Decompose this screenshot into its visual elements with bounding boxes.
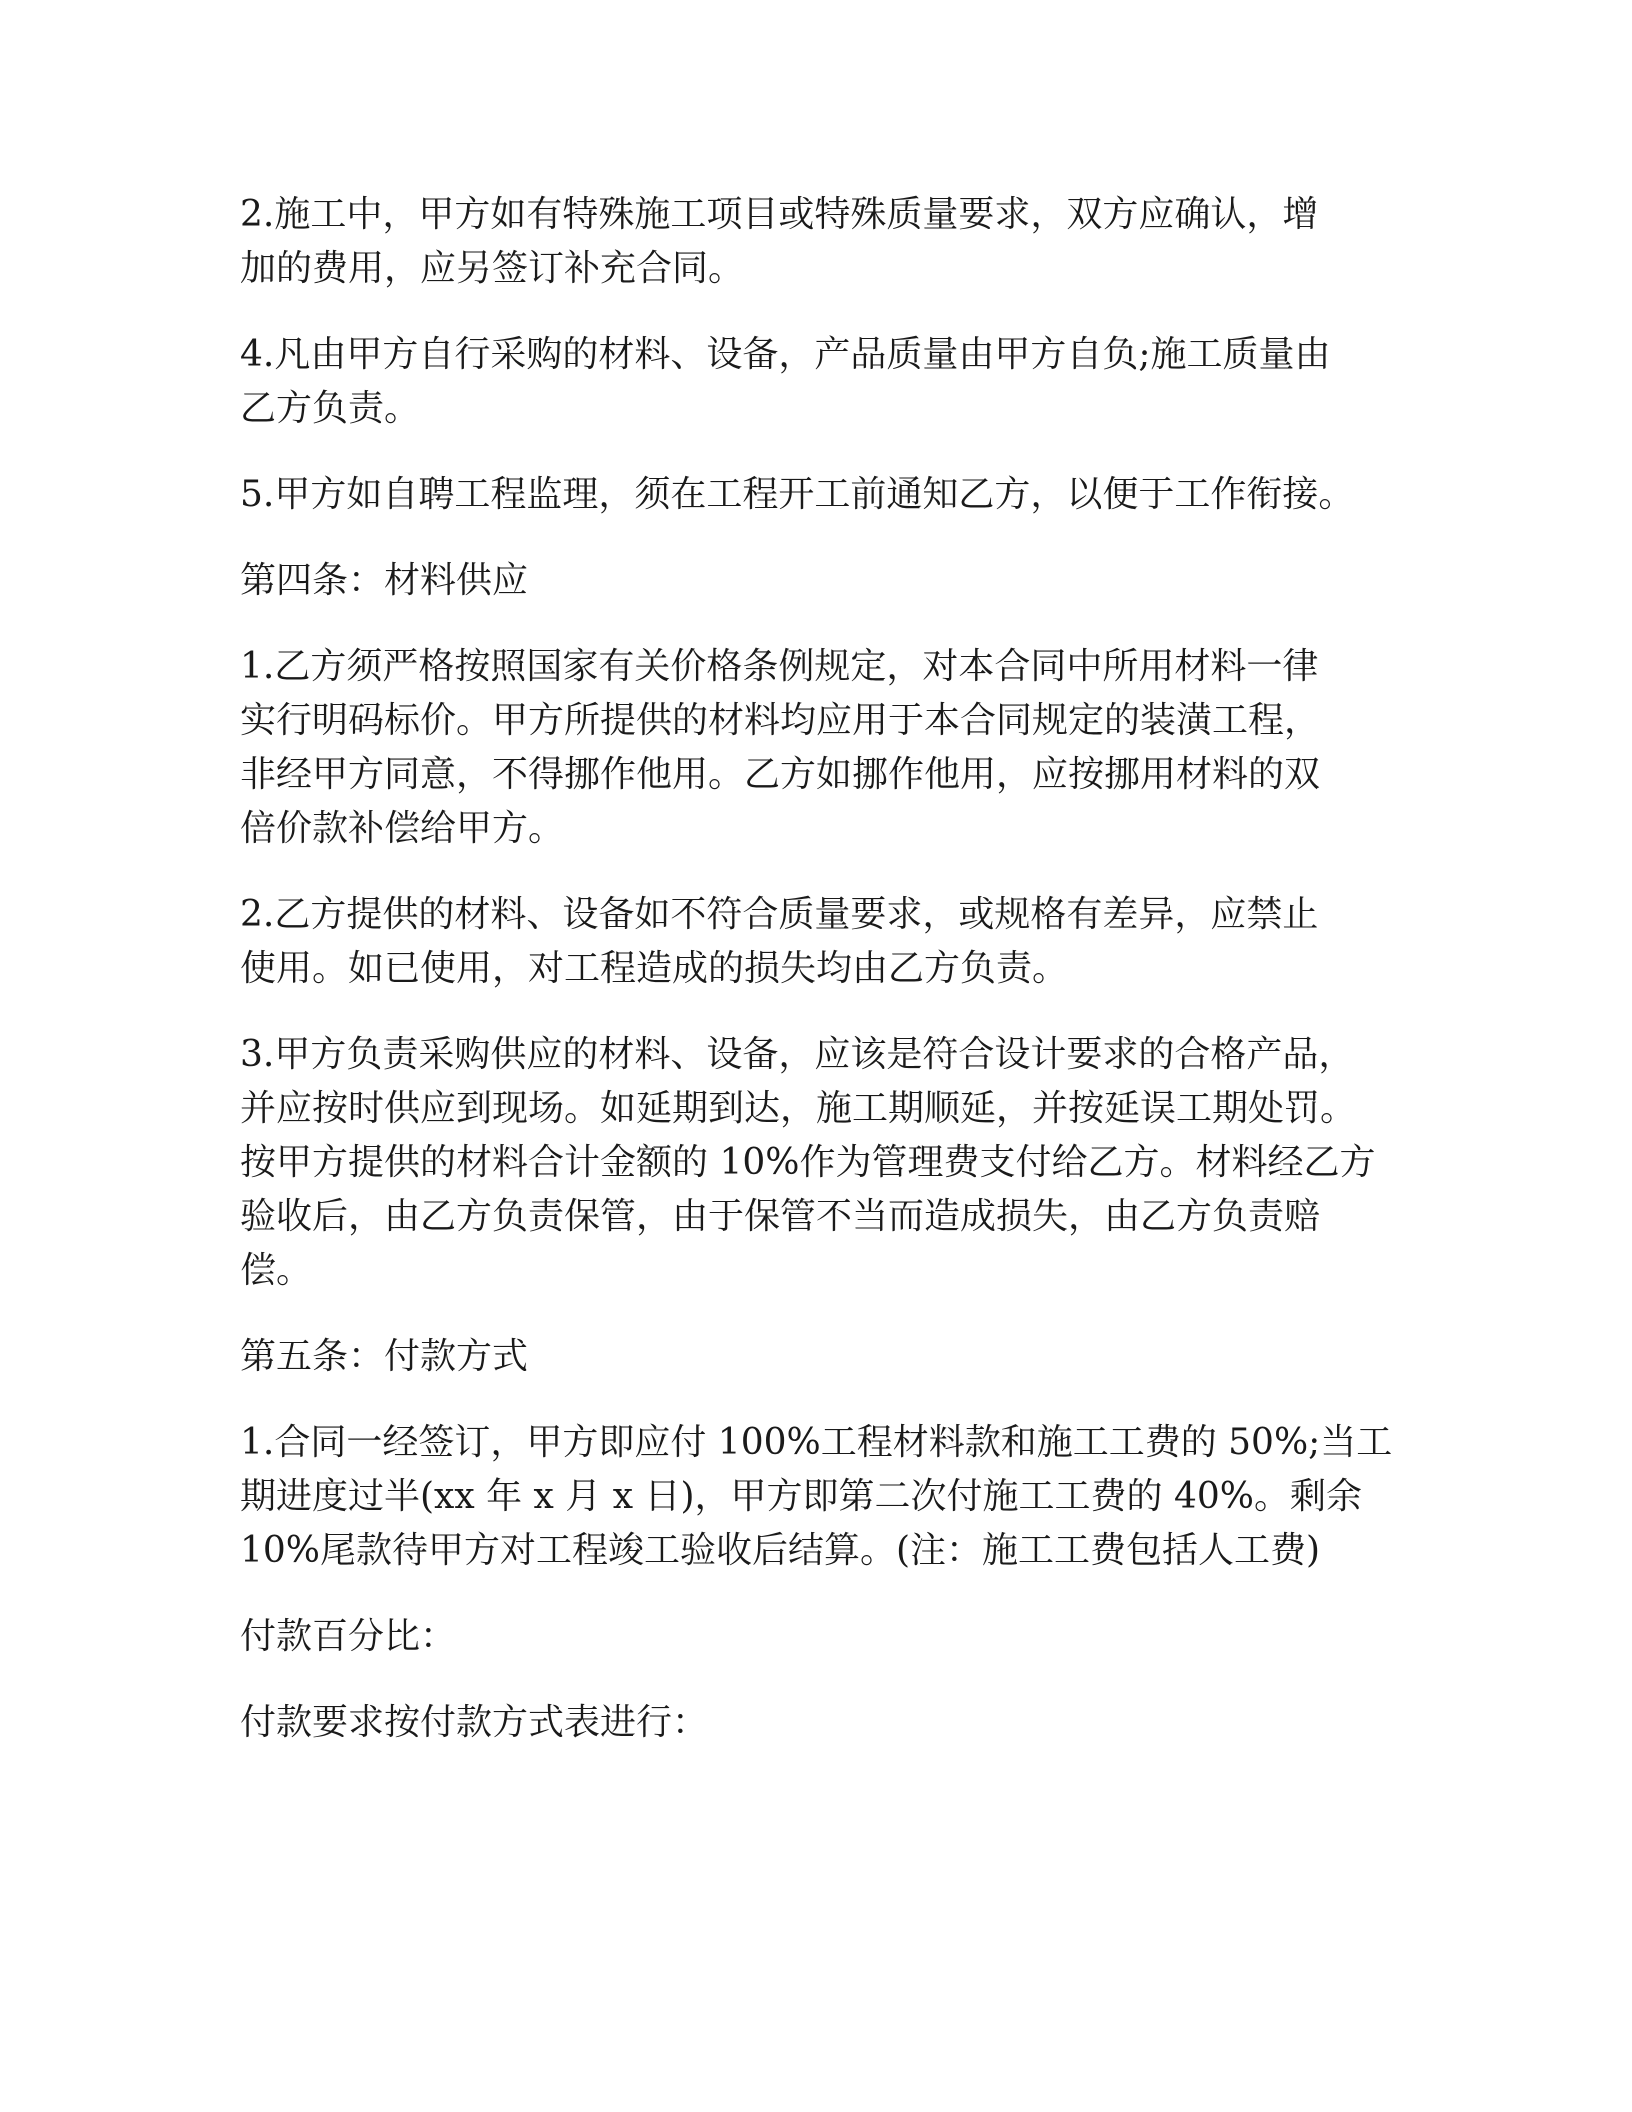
paragraph-article-4-heading <box>240 554 1380 608</box>
text-line: 第四条：材料供应 <box>240 560 529 601</box>
text-line: 1.合同一经签订，甲方即应付 100%工程材料款和施工工费的 50%;当工 <box>240 1422 1393 1463</box>
paragraph-clause-2-special-requirements <box>240 188 1380 296</box>
text-line: 10%尾款待甲方对工程竣工验收后结算。(注：施工工费包括人工费) <box>240 1530 1321 1571</box>
text-line: 倍价款补偿给甲方。 <box>240 808 565 849</box>
text-line: 5.甲方如自聘工程监理，须在工程开工前通知乙方，以便于工作衔接。 <box>240 474 1355 515</box>
text-line: 1.乙方须严格按照国家有关价格条例规定，对本合同中所用材料一律 <box>240 646 1319 687</box>
paragraph-payment-requirement-label <box>240 1696 1380 1750</box>
text-line: 实行明码标价。甲方所提供的材料均应用于本合同规定的装潢工程， <box>240 700 1321 741</box>
paragraph-clause-2-material-quality <box>240 888 1380 996</box>
text-line: 2.施工中，甲方如有特殊施工项目或特殊质量要求，双方应确认，增 <box>240 194 1319 235</box>
paragraph-clause-1-payment-terms <box>240 1416 1393 1578</box>
text-line: 3.甲方负责采购供应的材料、设备，应该是符合设计要求的合格产品， <box>240 1034 1355 1075</box>
text-line: 付款要求按付款方式表进行： <box>240 1702 709 1743</box>
text-line: 乙方负责。 <box>240 388 421 429</box>
text-line: 2.乙方提供的材料、设备如不符合质量要求，或规格有差异，应禁止 <box>240 894 1319 935</box>
text-line: 按甲方提供的材料合计金额的 10%作为管理费支付给乙方。材料经乙方 <box>240 1142 1376 1183</box>
paragraph-article-5-heading <box>240 1330 1380 1384</box>
text-line: 第五条：付款方式 <box>240 1336 529 1377</box>
paragraph-clause-4-owner-purchased-materials <box>240 328 1380 436</box>
text-line: 验收后，由乙方负责保管，由于保管不当而造成损失，由乙方负责赔 <box>240 1196 1321 1237</box>
text-line: 4.凡由甲方自行采购的材料、设备，产品质量由甲方自负;施工质量由 <box>240 334 1331 375</box>
document-body <box>240 188 1393 1782</box>
text-line: 并应按时供应到现场。如延期到达，施工期顺延，并按延误工期处罚。 <box>240 1088 1357 1129</box>
paragraph-clause-5-supervision <box>240 468 1380 522</box>
paragraph-payment-percentage-label <box>240 1610 1380 1664</box>
text-line: 期进度过半(xx 年 x 月 x 日)，甲方即第二次付施工工费的 40%。剩余 <box>240 1476 1362 1517</box>
text-line: 加的费用，应另签订补充合同。 <box>240 248 745 289</box>
text-line: 使用。如已使用，对工程造成的损失均由乙方负责。 <box>240 948 1069 989</box>
text-line: 付款百分比： <box>240 1616 457 1657</box>
paragraph-clause-1-material-pricing <box>240 640 1380 856</box>
paragraph-clause-3-owner-supplied-materials <box>240 1028 1380 1298</box>
text-line: 非经甲方同意，不得挪作他用。乙方如挪作他用，应按挪用材料的双 <box>240 754 1321 795</box>
text-line: 偿。 <box>240 1250 313 1291</box>
